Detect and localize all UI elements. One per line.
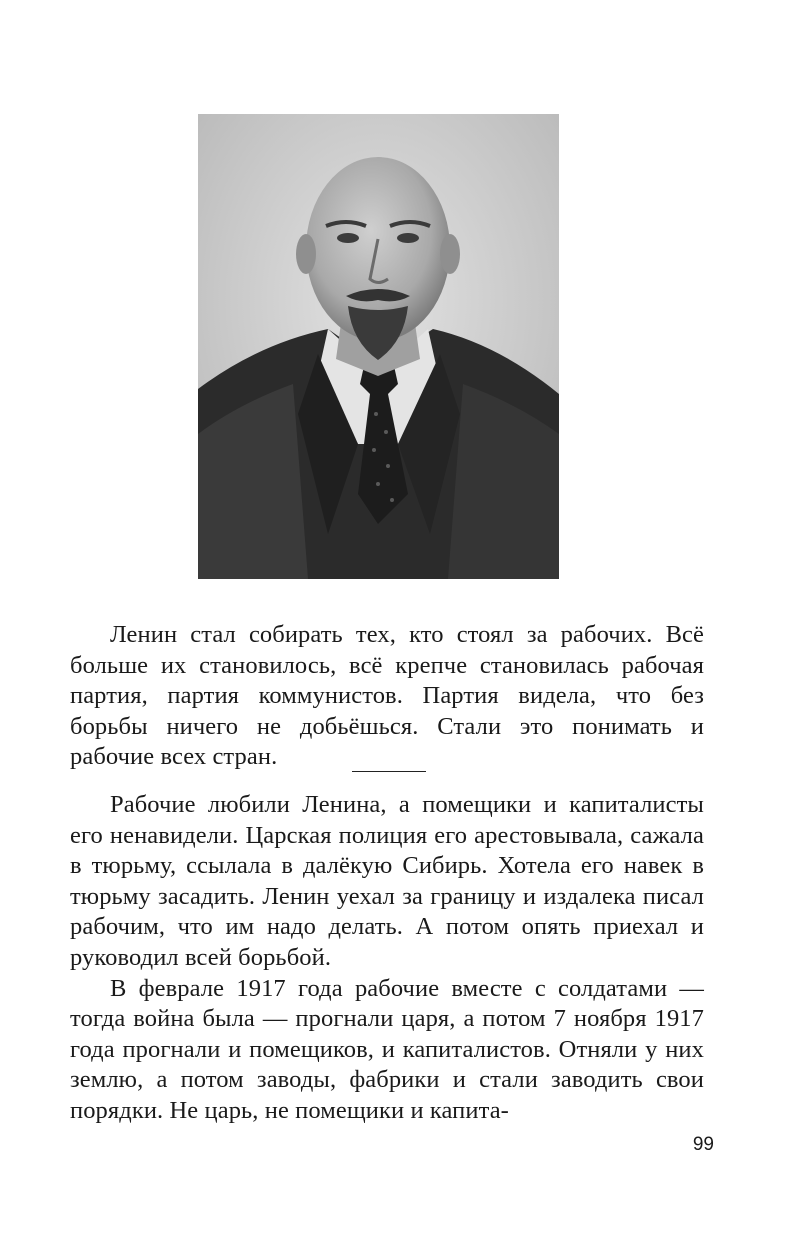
paragraph-group-top [70,620,704,773]
portrait-photo [198,114,559,579]
portrait-image [198,114,559,579]
paragraph: В феврале 1917 года рабочие вместе с солдатами — тогда война была — прогнали царя, а потом 7 ноября 1917 года прогнали и помещиков, и капиталистов. Отняли у них землю, а потом заводы, фабрики и стали заводить свои порядки. Не царь, не помещики и капита- [70,974,704,1124]
paragraph-group-bottom [70,790,704,1127]
page-number: 99 [692,1134,714,1155]
paragraph: Рабочие любили Ленина, а помещики и капиталисты его ненавидели. Царская полиция его арестовывала, сажала в тюрьму, ссылала в далёкую Сибирь. Хотела его навек в тюрьму засадить. Ленин уехал за границу и издалека писал рабочим, что им надо делать. А потом опять приехал и руководил всей борьбой. [70,791,704,971]
section-divider [352,771,426,772]
paragraph: Ленин стал собирать тех, кто стоял за рабочих. Всё больше их становилось, всё крепче становилась рабочая партия, партия коммунистов. Партия видела, что без борьбы ничего не добьёшься. Стали это понимать и рабочие всех стран. [70,621,704,771]
